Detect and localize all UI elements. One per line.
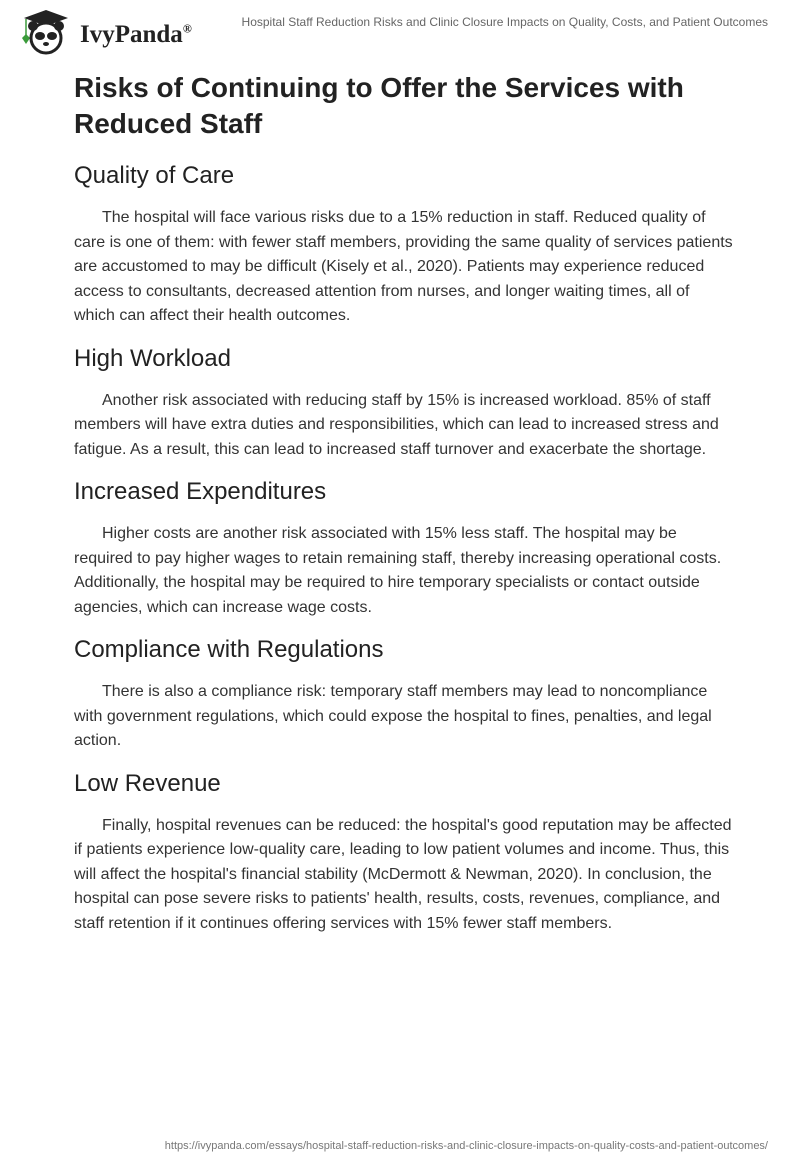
section-paragraph: Finally, hospital revenues can be reduced: the hospital's good reputation may be affected if patients experience low-quality care, leading to low patient volumes and income. Thus, this will affect the hospital's financial stability (McDermott & Newman, 2020). In conclusion, the hospital can pose severe risks to patients' health, results, costs, revenues, compliance, and staff retention if it continues offering services with 15% fewer staff members. bbox=[74, 816, 732, 932]
registered-mark: ® bbox=[182, 21, 192, 36]
section-heading: High Workload bbox=[74, 344, 231, 372]
section-paragraph: There is also a compliance risk: temporary staff members may lead to noncompliance with government regulations, which could expose the hospital to fines, penalties, and legal action. bbox=[74, 683, 712, 749]
ivypanda-logo[interactable] bbox=[16, 8, 192, 56]
section-heading: Compliance with Regulations bbox=[74, 636, 384, 663]
section-heading: Quality of Care bbox=[74, 162, 235, 189]
section-compliance bbox=[74, 634, 734, 754]
section-paragraph: Another risk associated with reducing staff by 15% is increased workload. 85% of staff members will have extra duties and responsibilities, which can lead to increased stress and fatigue. As a result, this can lead to increased staff turnover and exacerbate the shortage. bbox=[74, 391, 719, 458]
section-heading: Low Revenue bbox=[74, 769, 221, 797]
section-heading: Increased Expenditures bbox=[74, 478, 327, 505]
article bbox=[74, 70, 734, 948]
panda-logo-icon bbox=[16, 8, 76, 56]
section-paragraph: Higher costs are another risk associated with 15% less staff. The hospital may be required to pay higher wages to retain remaining staff, thereby increasing operational costs. Additionally, the hospital may be required to hire temporary specialists or contact outside agencies, which can increase wage costs. bbox=[74, 525, 722, 616]
section-paragraph: The hospital will face various risks due to a 15% reduction in staff. Reduced quality of care is one of them: with fewer staff members, providing the same quality of services patients are accustomed to may be difficult (Kisely et al., 2020). Patients may experience reduced access to consultants, decreased attention from nurses, and longer waiting times, all of which can affect their health outcomes. bbox=[74, 209, 733, 324]
section-increased-expenditures bbox=[74, 476, 734, 620]
document-header-title: Hospital Staff Reduction Risks and Clinic Closure Impacts on Quality, Costs, and Patient Outcomes bbox=[241, 15, 768, 29]
brand-name: IvyPanda bbox=[80, 21, 183, 48]
section-low-revenue bbox=[74, 768, 734, 937]
footer-url-link[interactable]: https://ivypanda.com/essays/hospital-staff-reduction-risks-and-clinic-closure-impacts-on-quality-costs-and-patient-outcomes/ bbox=[164, 1140, 768, 1152]
page-title: Risks of Continuing to Offer the Services with Reduced Staff bbox=[74, 72, 684, 139]
section-quality-of-care bbox=[74, 160, 734, 329]
section-high-workload bbox=[74, 343, 734, 463]
